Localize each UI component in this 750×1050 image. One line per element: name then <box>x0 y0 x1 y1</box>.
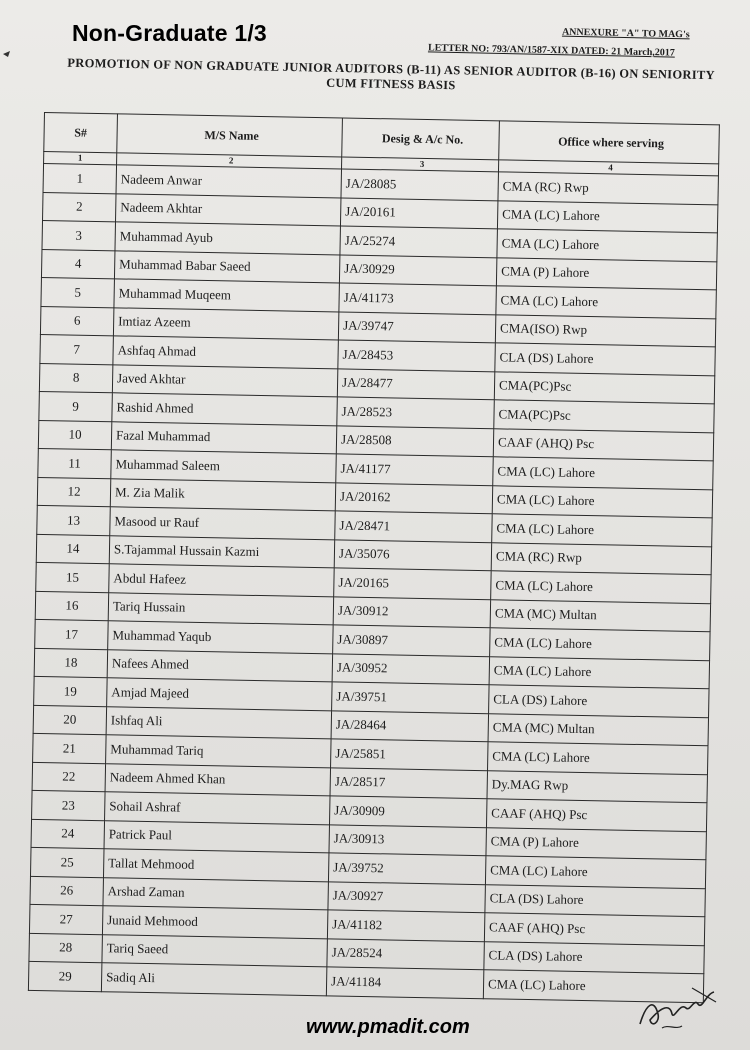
row-designation-account: JA/41182 <box>327 910 484 941</box>
row-designation-account: JA/28453 <box>338 340 495 371</box>
row-designation-account: JA/39751 <box>332 682 489 713</box>
row-serial-number: 21 <box>33 733 107 763</box>
row-serial-number: 5 <box>41 277 115 307</box>
row-designation-account: JA/30897 <box>333 625 490 656</box>
row-serial-number: 28 <box>29 933 103 963</box>
row-designation-account: JA/28524 <box>327 938 484 969</box>
row-name: Sadiq Ali <box>101 963 326 996</box>
row-office: CMA (LC) Lahore <box>490 628 710 661</box>
row-name: Muhammad Muqeem <box>114 279 339 312</box>
row-office: CAAF (AHQ) Psc <box>484 913 704 946</box>
row-serial-number: 4 <box>41 249 115 279</box>
row-office: CLA (DS) Lahore <box>485 884 705 917</box>
row-serial-number: 11 <box>38 448 112 478</box>
row-designation-account: JA/28471 <box>335 511 492 542</box>
row-name: Nadeem Anwar <box>116 165 341 198</box>
row-designation-account: JA/20162 <box>335 482 492 513</box>
row-office: CLA (DS) Lahore <box>484 941 704 974</box>
row-name: Tariq Saeed <box>102 934 327 967</box>
pin-mark-icon <box>2 50 12 58</box>
row-designation-account: JA/30929 <box>339 254 496 285</box>
row-name: M. Zia Malik <box>110 478 335 511</box>
row-name: Masood ur Rauf <box>110 507 335 540</box>
row-name: Tallat Mehmood <box>103 849 328 882</box>
row-serial-number: 6 <box>40 306 114 336</box>
row-office: CMA (P) Lahore <box>496 257 716 290</box>
row-designation-account: JA/30952 <box>332 653 489 684</box>
table-body <box>28 164 718 1003</box>
row-name: Imtiaz Azeem <box>113 307 338 340</box>
row-office: CMA (MC) Multan <box>490 599 710 632</box>
row-name: Muhammad Yaqub <box>108 621 333 654</box>
annexure-label: ANNEXURE "A" TO MAG's <box>561 26 690 41</box>
overlay-title: Non-Graduate 1/3 <box>72 20 267 46</box>
row-designation-account: JA/30909 <box>329 796 486 827</box>
row-serial-number: 8 <box>39 363 113 393</box>
row-name: Rashid Ahmed <box>112 393 337 426</box>
row-office: CMA (LC) Lahore <box>489 656 709 689</box>
row-office: CMA (LC) Lahore <box>488 742 708 775</box>
promotion-table-container <box>28 112 720 1003</box>
row-designation-account: JA/28477 <box>337 368 494 399</box>
row-office: CMA (LC) Lahore <box>497 229 717 262</box>
row-designation-account: JA/20165 <box>334 568 491 599</box>
row-designation-account: JA/28523 <box>337 397 494 428</box>
row-name: Patrick Paul <box>104 820 329 853</box>
row-designation-account: JA/25851 <box>331 739 488 770</box>
row-serial-number: 25 <box>30 847 104 877</box>
column-number: 1 <box>44 152 117 165</box>
row-office: CMA (P) Lahore <box>486 827 706 860</box>
row-designation-account: JA/41177 <box>336 454 493 485</box>
website-watermark: www.pmadit.com <box>306 1016 470 1038</box>
row-office: CMA (LC) Lahore <box>491 571 711 604</box>
column-number: 3 <box>342 157 499 172</box>
row-serial-number: 20 <box>33 705 107 735</box>
row-office: CMA (MC) Multan <box>488 713 708 746</box>
row-office: CMA (RC) Rwp <box>491 542 711 575</box>
row-name: Fazal Muhammad <box>111 421 336 454</box>
row-serial-number: 24 <box>31 819 105 849</box>
row-name: Nadeem Ahmed Khan <box>105 763 330 796</box>
row-designation-account: JA/39747 <box>338 311 495 342</box>
row-name: Junaid Mehmood <box>102 906 327 939</box>
row-name: Nafees Ahmed <box>107 649 332 682</box>
row-office: CLA (DS) Lahore <box>489 685 709 718</box>
row-serial-number: 12 <box>37 477 111 507</box>
letter-reference: LETTER NO: 793/AN/1587-XIX DATED: 21 March,2017 <box>427 42 675 59</box>
row-name: Tariq Hussain <box>108 592 333 625</box>
row-office: CMA (LC) Lahore <box>483 970 703 1003</box>
row-designation-account: JA/28085 <box>341 169 498 200</box>
handwritten-signature-icon <box>632 984 722 1034</box>
row-name: S.Tajammal Hussain Kazmi <box>109 535 334 568</box>
row-office: CMA (LC) Lahore <box>493 457 713 490</box>
row-name: Amjad Majeed <box>107 678 332 711</box>
row-designation-account: JA/35076 <box>334 539 491 570</box>
row-designation-account: JA/28464 <box>331 710 488 741</box>
row-name: Muhammad Babar Saeed <box>114 250 339 283</box>
row-office: Dy.MAG Rwp <box>487 770 707 803</box>
column-header-name: M/S Name <box>117 114 343 157</box>
row-name: Nadeem Akhtar <box>115 193 340 226</box>
row-designation-account: JA/30913 <box>329 824 486 855</box>
column-number: 2 <box>117 153 342 169</box>
row-office: CMA (LC) Lahore <box>496 286 716 319</box>
row-name: Ishfaq Ali <box>106 706 331 739</box>
row-serial-number: 27 <box>29 904 103 934</box>
row-office: CMA (LC) Lahore <box>497 200 717 233</box>
row-serial-number: 9 <box>39 391 113 421</box>
row-designation-account: JA/25274 <box>340 226 497 257</box>
row-serial-number: 19 <box>34 676 108 706</box>
row-serial-number: 7 <box>40 334 114 364</box>
row-office: CMA (RC) Rwp <box>498 172 718 205</box>
row-name: Abdul Hafeez <box>109 564 334 597</box>
row-serial-number: 3 <box>42 220 116 250</box>
column-number: 4 <box>498 160 718 176</box>
row-serial-number: 1 <box>43 164 117 194</box>
row-office: CMA(ISO) Rwp <box>495 314 715 347</box>
row-office: CLA (DS) Lahore <box>495 343 715 376</box>
row-designation-account: JA/20161 <box>340 197 497 228</box>
row-name: Muhammad Tariq <box>106 735 331 768</box>
row-office: CAAF (AHQ) Psc <box>493 428 713 461</box>
row-office: CAAF (AHQ) Psc <box>486 799 706 832</box>
row-serial-number: 14 <box>36 534 110 564</box>
row-name: Muhammad Ayub <box>115 222 340 255</box>
column-header-office: Office where serving <box>499 121 720 164</box>
row-serial-number: 15 <box>36 562 110 592</box>
column-header-sn: S# <box>44 113 118 153</box>
row-serial-number: 17 <box>35 619 109 649</box>
row-designation-account: JA/30912 <box>333 596 490 627</box>
row-serial-number: 26 <box>30 876 104 906</box>
row-name: Arshad Zaman <box>103 877 328 910</box>
row-serial-number: 2 <box>43 192 117 222</box>
column-header-desig: Desig & A/c No. <box>342 118 500 160</box>
row-name: Muhammad Saleem <box>111 450 336 483</box>
row-office: CMA (LC) Lahore <box>492 514 712 547</box>
row-office: CMA (LC) Lahore <box>485 856 705 889</box>
row-designation-account: JA/28517 <box>330 767 487 798</box>
row-designation-account: JA/28508 <box>336 425 493 456</box>
row-name: Sohail Ashraf <box>105 792 330 825</box>
row-serial-number: 16 <box>35 591 109 621</box>
row-office: CMA(PC)Psc <box>494 371 714 404</box>
row-serial-number: 29 <box>28 961 102 991</box>
row-name: Javed Akhtar <box>112 364 337 397</box>
row-serial-number: 18 <box>34 648 108 678</box>
row-designation-account: JA/39752 <box>328 853 485 884</box>
document-heading: PROMOTION OF NON GRADUATE JUNIOR AUDITORS (B-11) AS SENIOR AUDITOR (B-16) ON SENIORITY CUM FITNESS BASIS <box>67 55 716 93</box>
row-name: Ashfaq Ahmad <box>113 336 338 369</box>
row-designation-account: JA/41184 <box>326 967 483 998</box>
row-serial-number: 13 <box>37 505 111 535</box>
row-serial-number: 10 <box>38 420 112 450</box>
promotion-table <box>28 112 720 1003</box>
row-designation-account: JA/30927 <box>328 881 485 912</box>
row-serial-number: 22 <box>32 762 106 792</box>
row-designation-account: JA/41173 <box>339 283 496 314</box>
row-serial-number: 23 <box>32 790 106 820</box>
row-office: CMA(PC)Psc <box>494 400 714 433</box>
row-office: CMA (LC) Lahore <box>492 485 712 518</box>
